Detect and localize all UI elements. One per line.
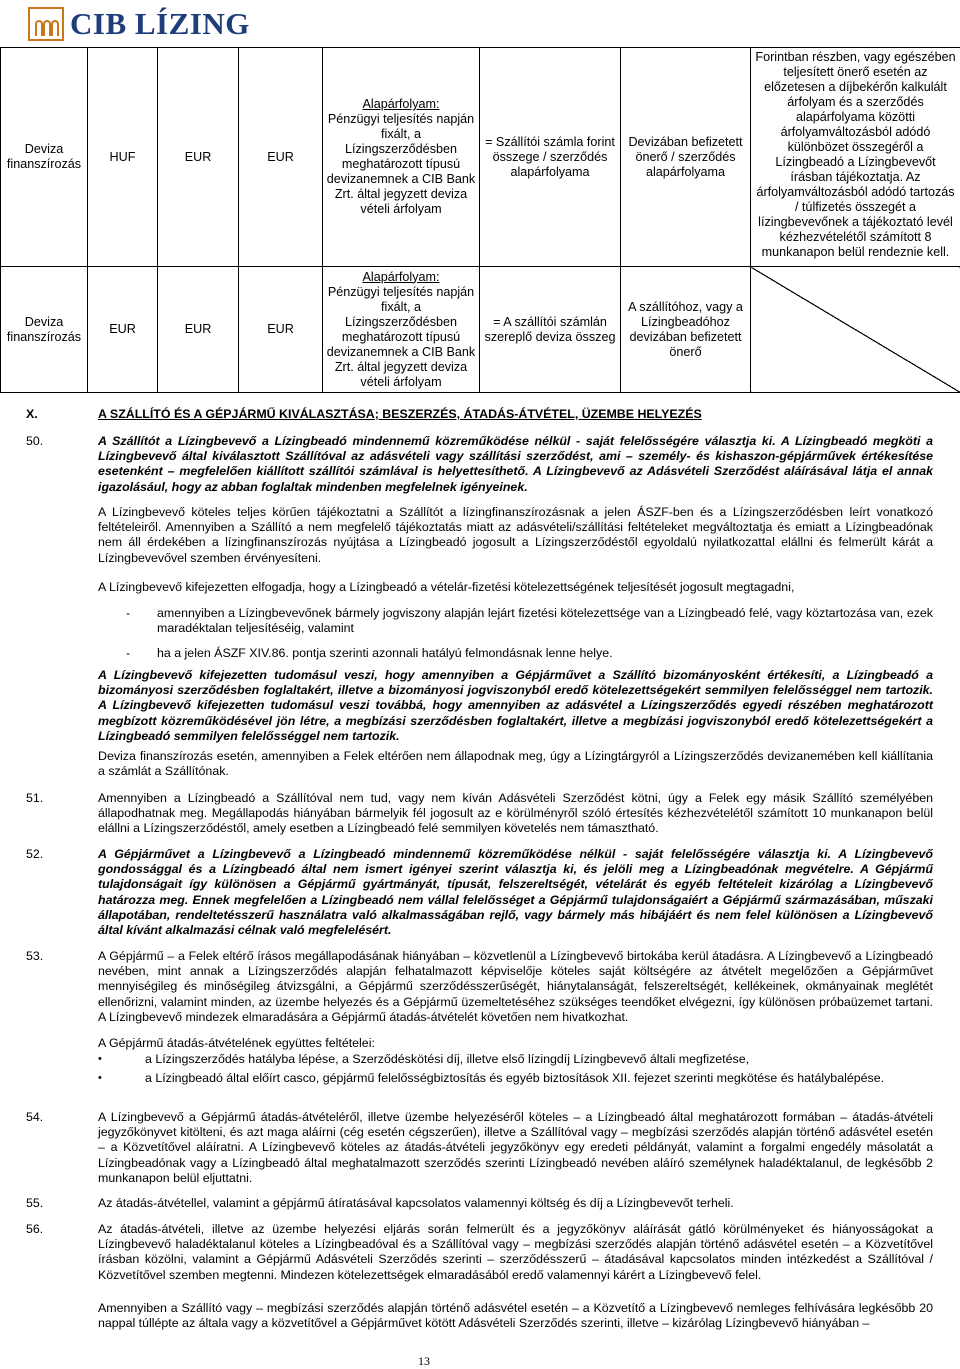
currency-cell: EUR — [158, 48, 239, 267]
list-item: ha a jelen ÁSZF XIV.86. pontja szerinti azonnali hatályú felmondásnak lenne helye. — [157, 646, 613, 660]
base-rate-cell — [323, 267, 480, 393]
list-item: amennyiben a Lízingbevevőnek bármely jogviszony alapján lejárt fizetési kötelezettsége van a Lízingbeadó felé, vagy köztartozása van, ezek maradéktalan teljesítéséig, valamint — [157, 606, 933, 636]
table-row — [1, 267, 960, 393]
currency-cell: EUR — [239, 48, 323, 267]
financing-table — [0, 47, 960, 393]
logo-text: CIB LÍZING — [70, 6, 250, 41]
dash-marker: - — [126, 646, 131, 660]
empty-crossed-cell — [751, 267, 960, 393]
base-rate-label: Alapárfolyam: — [362, 97, 440, 111]
paragraph-text: A Lízingbevevő köteles teljes körűen tájékoztatni a Szállítót a lízingfinanszírozásnak a jelen ÁSZF-ben és a Lízingszerződésben leírt vonatkozó feltételeiről. Amennyiben a Szállító a nem megfelelő tájékoztatás miatt az adásvételi/szállítási feltételeket megváltoztatja és emiatt a Lízingbeadónak nem áll érdekében a lízingfinanszírozás nyújtása a Lízingbeadó jogosult a Lízingszerződéstől egyoldalú nyilatkozattal elállni és felmerült kárát a Lízingbevevővel szemben érvényesíteni. — [98, 505, 933, 565]
base-rate-text: Pénzügyi teljesítés napján fixált, a Lízingszerződésben meghatározott típusú devizanemnek a CIB Bank Zrt. által jegyzett deviza vételi árfolyam — [326, 112, 476, 216]
paragraph-number: 53. — [26, 949, 44, 963]
down-payment-cell: A szállítóhoz, vagy a Lízingbeadóhoz devizában befizetett önerő — [621, 267, 751, 393]
paragraph-text: A Lízingbevevő kifejezetten tudomásul veszi, hogy amennyiben a Gépjárművet a Szállító bizományosként értékesíti, a Lízingbeadó a bizományosi szerződésben foglaltakért, illetve a bizományosi jogviszonyból eredő kötelezettségekért semmilyen felelősséggel nem tartozik. A Lízingbevevő kifejezetten tudomásul veszi továbbá, hogy amennyiben az adásvétel a Lízingszerződés egyedi részében meghatározott megbízott közreműködésével jön létre, a megbízási szerződésben foglaltakért, illetve a megbízási jogviszonyból eredő kötelezettségekért a Lízingbeadó semmilyen felelősséggel nem tartozik. — [98, 668, 933, 743]
paragraph-number: 52. — [26, 847, 44, 861]
list-item: a Lízingszerződés hatályba lépése, a Szerződéskötési díj, illetve első lízingdíj Lízingbevevő általi megfizetése, — [145, 1052, 750, 1066]
paragraph-number: 55. — [26, 1196, 44, 1210]
financing-type-cell: Deviza finanszírozás — [1, 267, 88, 393]
paragraph-text: Deviza finanszírozás esetén, amennyiben a Felek eltérően nem állapodnak meg, úgy a Lízingtárgyról a Lízingszerződés devizanemében kell kiállítania a számlát a Szállítónak. — [98, 749, 933, 779]
paragraph-text: Amennyiben a Lízingbeadó a Szállítóval nem tud, vagy nem kíván Adásvételi Szerződést kötni, úgy a Felek egy másik Szállító személyében állapodhatnak meg. Megállapodás hiányában bármelyik fél jogosult az e körülményről szóló értesítés kézhezvételétől számított 10 munkanapon belül elállni a Lízingszerződéstől, amely esetben a Lízingbeadó felé semmilyen követelés nem támasztható. — [98, 791, 933, 836]
paragraph-text: A Gépjármű átadás-átvételének együttes feltételei: — [98, 1036, 375, 1050]
currency-cell: EUR — [158, 267, 239, 393]
paragraph-text: Amennyiben a Szállító vagy – megbízási szerződés alapján történő adásvétel esetén – a Közvetítő a Lízingbevevő nemleges felhívására legkésőbb 20 nappal túllépte az általa vagy a közvetítővel a Gépjárművet kötött Adásvételi Szerződés szerinti, illetve – kizárólag Lízingbevevő hiányában – — [98, 1301, 933, 1331]
note-cell: Forintban részben, vagy egészében teljesített önerő esetén az előzetesen a díjbekérőn kalkulált árfolyam és a szerződés alapárfolyama közötti árfolyamváltozásból adódó különbözet összegéről a Lízingbeadó a Lízingbevevőt írásban tájékoztatja. Az árfolyamváltozásból adódó tartozás / túlfizetés összegét a lízingbevevőnek a tájékoztató levél kézhezvételétől számított 8 munkanapon belül rendeznie kell. — [751, 48, 960, 267]
paragraph-text: Az átadás-átvétellel, valamint a gépjármű átíratásával kapcsolatos valamennyi költség és díj a Lízingbevevőt terheli. — [98, 1196, 734, 1210]
down-payment-cell: Devizában befizetett önerő / szerződés alapárfolyama — [621, 48, 751, 267]
paragraph-number: 56. — [26, 1222, 44, 1236]
section-title: A SZÁLLÍTÓ ÉS A GÉPJÁRMŰ KIVÁLASZTÁSA; BESZERZÉS, ÁTADÁS-ÁTVÉTEL, ÜZEMBE HELYEZÉS — [98, 407, 702, 421]
page-number: 13 — [418, 1354, 430, 1368]
paragraph-text: A Lízingbevevő a Gépjármű átadás-átvételéről, illetve üzembe helyezéséről köteles – a Lízingbeadó által meghatározott formában – átadás-átvételi jegyzőkönyvet kitölteni, és azt maga aláírni (cég esetén cégszerűen), illetve a Szállítóval vagy – megbízási szerződés alapján történő adásvétel esetén – a Közvetítővel aláíratni. A Lízingbevevő köteles az átadás-átvételi jegyzőkönyv egy eredeti példányát, valamint a forgalmi engedély másolatát a Lízingbeadónak vagy a Lízingbeadó által meghatalmazott szerződés szerinti Lízingbeadó nevében aláíró személynek haladéktalanul, de legkésőbb 2 munkanapon belül eljuttatni. — [98, 1110, 933, 1185]
paragraph-text: A Gépjárművet a Lízingbevevő a Lízingbeadó mindennemű közreműködése nélkül - saját felelősségére választja ki. A Lízingbevevő gondossággal és a Lízingbeadó által nem ismert igényei szerint választja ki, és jelöli meg a Lízingbeadónak megvételre. A Gépjármű tulajdonságait így különösen a Gépjármű gyártmányát, típusát, felszereltségét, vételárát és egyéb feltételeit kizárólag a Lízingbevevő határozza meg. Ennek megfelelően a Lízingbeadó nem vállal felelősséget a Gépjármű tulajdonságaiért a Gépjármű származásában, műszaki állapotában, rendeltetésszerű használatra való alkalmasságában rejlő, vagy bármely más hibájáért és nem felel különösen a Lízingbevevő által kívánt alkalmazási célnak való megfelelésért. — [98, 847, 933, 938]
paragraph-text: A Lízingbevevő kifejezetten elfogadja, hogy a Lízingbeadó a vételár-fizetési kötelezettségének teljesítését jogosult megtagadni, — [98, 580, 795, 594]
base-rate-text: Pénzügyi teljesítés napján fixált, a Lízingszerződésben meghatározott típusú devizanemnek a CIB Bank Zrt. által jegyzett deviza vételi árfolyam — [326, 284, 476, 389]
list-item: a Lízingbeadó által előírt casco, gépjármű felelősségbiztosítás és egyéb biztosítások XII. fejezet szerinti megkötése és hatálybalépése. — [145, 1071, 885, 1085]
bullet-marker: • — [98, 1072, 102, 1084]
paragraph-text: A Szállítót a Lízingbevevő a Lízingbeadó mindennemű közreműködése nélkül - saját felelősségére választja ki. A Lízingbeadó megköti a Lízingbevevő által kiválasztott Szállítóval az adásvételi vagy szállítási szerződést, ami – személy- és kishaszon-gépjárművek értékesítése esetenként – megfelelően kiállított szállítói számlával is helyettesíthető. A Lízingbevevő az Adásvételi Szerződést aláírásával látja el annak igazolásául, hogy az abban foglaltak mindenben megfelelnek igényeinek. — [98, 434, 933, 494]
paragraph-text: Az átadás-átvételi, illetve az üzembe helyezési eljárás során felmerült és a jegyzőkönyv aláírását gátló körülményeket és hiányosságokat a Lízingbevevő haladéktalanul köteles a Lízingbeadóval és a Szállítóval vagy – megbízási szerződés alapján történő adásvétel esetén – a Közvetítővel írásban közölni, valamint a Gépjármű Adásvételi Szerződés szerinti – szerződésszerű – átadásával kapcsolatos minden intézkedést a Szállítóval / Közvetítővel szemben megtenni. Mindezen kötelezettségek elmaradásából eredő valamennyi kárért a Lízingbevevő felel. — [98, 1222, 933, 1282]
amount-cell: = A szállítói számlán szereplő deviza összeg — [480, 267, 621, 393]
financing-type-cell: Deviza finanszírozás — [1, 48, 88, 267]
currency-cell: HUF — [88, 48, 158, 267]
paragraph-text: A Gépjármű – a Felek eltérő írásos megállapodásának hiányában – közvetlenül a Lízingbevevő birtokába kerül átadásra. A Lízingbevevő a Lízingbeadó nevében, mint annak a Lízingszerződés alapján felhatalmazott képviselője köteles saját költségére az átvételt megelőzően a Gépjárművet mennyiségileg és minőségileg átvizsgálni, a Gépjármű szerződésszerűségét, hiánytalanságát, felszereltségét, kellékeinek, okmányainak meglétét ellenőrizni, valamint minden, az üzembe helyezés és a Gépjármű üzemeltetéséhez szükséges teendőket elvégezni, így különösen próbaüzemet tartani. A Lízingbevevő mindezek elmaradására a Gépjármű átadás-átvételét követően nem hivatkozhat. — [98, 949, 933, 1024]
logo-emblem-icon — [28, 7, 64, 41]
currency-cell: EUR — [239, 267, 323, 393]
bullet-marker: • — [98, 1053, 102, 1065]
paragraph-number: 50. — [26, 434, 44, 448]
dash-marker: - — [126, 606, 131, 620]
section-number: X. — [26, 407, 38, 421]
amount-cell: = Szállítói számla forint összege / szerződés alapárfolyama — [480, 48, 621, 267]
base-rate-label: Alapárfolyam: — [362, 269, 440, 284]
base-rate-cell — [323, 48, 480, 267]
paragraph-number: 51. — [26, 791, 44, 805]
paragraph-number: 54. — [26, 1110, 44, 1124]
currency-cell: EUR — [88, 267, 158, 393]
table-row — [1, 48, 960, 267]
cib-lizing-logo — [28, 4, 250, 44]
